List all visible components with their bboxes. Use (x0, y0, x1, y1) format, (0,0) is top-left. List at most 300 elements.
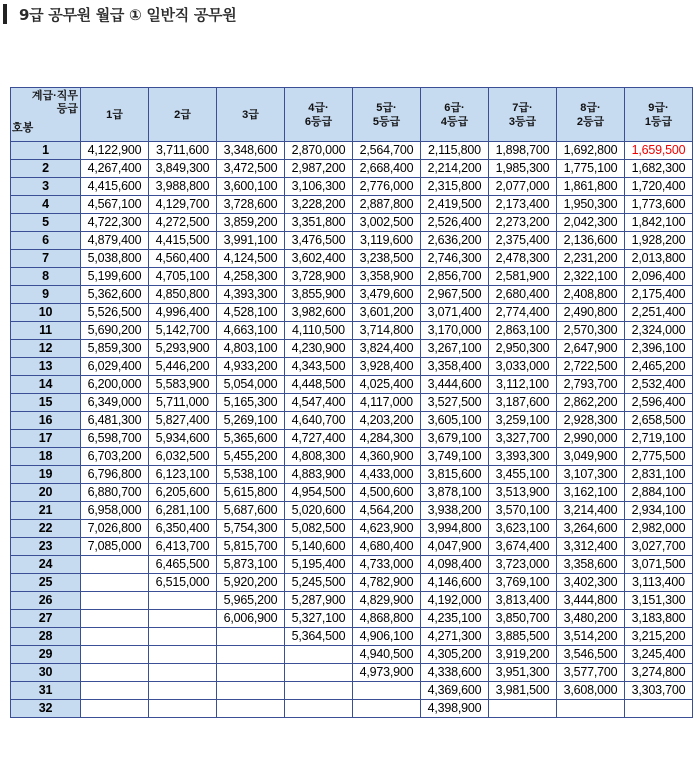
salary-cell: 3,577,700 (557, 664, 625, 682)
table-row (11, 250, 693, 268)
salary-cell: 2,077,000 (489, 178, 557, 196)
salary-cell: 4,360,900 (353, 448, 421, 466)
salary-cell: 3,938,200 (421, 502, 489, 520)
salary-cell (81, 592, 149, 610)
salary-cell: 3,187,600 (489, 394, 557, 412)
salary-cell: 4,448,500 (285, 376, 353, 394)
salary-cell (149, 664, 217, 682)
salary-cell: 3,351,800 (285, 214, 353, 232)
salary-cell (285, 664, 353, 682)
salary-cell: 2,231,200 (557, 250, 625, 268)
salary-cell: 1,773,600 (625, 196, 693, 214)
salary-cell: 4,338,600 (421, 664, 489, 682)
salary-cell: 3,855,900 (285, 286, 353, 304)
salary-cell: 3,570,100 (489, 502, 557, 520)
salary-cell (557, 700, 625, 718)
salary-cell: 2,526,400 (421, 214, 489, 232)
salary-cell (81, 628, 149, 646)
salary-cell: 3,749,100 (421, 448, 489, 466)
salary-cell: 1,861,800 (557, 178, 625, 196)
salary-cell: 2,013,800 (625, 250, 693, 268)
salary-cell: 2,870,000 (285, 142, 353, 160)
step-cell: 20 (11, 484, 81, 502)
salary-cell: 4,782,900 (353, 574, 421, 592)
table-row (11, 592, 693, 610)
salary-cell: 5,754,300 (217, 520, 285, 538)
salary-cell: 3,878,100 (421, 484, 489, 502)
salary-cell: 4,640,700 (285, 412, 353, 430)
salary-cell: 4,722,300 (81, 214, 149, 232)
salary-cell: 2,722,500 (557, 358, 625, 376)
salary-cell: 5,538,100 (217, 466, 285, 484)
salary-cell: 4,267,400 (81, 160, 149, 178)
salary-cell: 3,527,500 (421, 394, 489, 412)
salary-cell (81, 700, 149, 718)
table-row (11, 610, 693, 628)
table-row (11, 556, 693, 574)
salary-cell: 3,214,400 (557, 502, 625, 520)
salary-cell: 4,623,900 (353, 520, 421, 538)
table-row (11, 394, 693, 412)
salary-cell: 2,884,100 (625, 484, 693, 502)
salary-cell: 6,703,200 (81, 448, 149, 466)
step-cell: 21 (11, 502, 81, 520)
salary-cell: 1,775,100 (557, 160, 625, 178)
salary-cell: 6,281,100 (149, 502, 217, 520)
step-cell: 5 (11, 214, 81, 232)
salary-cell: 5,020,600 (285, 502, 353, 520)
table-row (11, 160, 693, 178)
salary-cell (149, 628, 217, 646)
table-row (11, 682, 693, 700)
salary-cell: 3,215,200 (625, 628, 693, 646)
salary-cell: 2,719,100 (625, 430, 693, 448)
salary-cell: 5,362,600 (81, 286, 149, 304)
salary-cell: 4,258,300 (217, 268, 285, 286)
salary-cell (353, 682, 421, 700)
salary-cell (149, 610, 217, 628)
salary-cell: 4,129,700 (149, 196, 217, 214)
salary-cell: 4,230,900 (285, 340, 353, 358)
step-cell: 19 (11, 466, 81, 484)
salary-cell: 3,981,500 (489, 682, 557, 700)
salary-cell: 4,369,600 (421, 682, 489, 700)
salary-cell: 3,119,600 (353, 232, 421, 250)
salary-cell: 2,856,700 (421, 268, 489, 286)
salary-cell: 5,269,100 (217, 412, 285, 430)
page-title: 9급 공무원 월급 ① 일반직 공무원 (19, 5, 237, 24)
step-cell: 11 (11, 322, 81, 340)
salary-cell: 4,025,400 (353, 376, 421, 394)
salary-cell: 3,348,600 (217, 142, 285, 160)
step-cell: 16 (11, 412, 81, 430)
salary-cell: 4,528,100 (217, 304, 285, 322)
salary-cell: 5,327,100 (285, 610, 353, 628)
salary-table (10, 87, 693, 718)
salary-cell: 3,988,800 (149, 178, 217, 196)
table-row (11, 214, 693, 232)
salary-cell (217, 700, 285, 718)
salary-cell (285, 646, 353, 664)
salary-cell: 2,647,900 (557, 340, 625, 358)
salary-cell: 4,122,900 (81, 142, 149, 160)
table-row (11, 520, 693, 538)
salary-cell: 3,264,600 (557, 520, 625, 538)
salary-cell: 3,455,100 (489, 466, 557, 484)
salary-cell: 5,687,600 (217, 502, 285, 520)
salary-cell: 4,663,100 (217, 322, 285, 340)
salary-cell (217, 682, 285, 700)
step-cell: 10 (11, 304, 81, 322)
salary-cell: 2,636,200 (421, 232, 489, 250)
salary-cell: 5,364,500 (285, 628, 353, 646)
table-body (11, 142, 693, 718)
salary-cell: 6,796,800 (81, 466, 149, 484)
salary-cell (149, 646, 217, 664)
table-row (11, 664, 693, 682)
salary-cell: 4,883,900 (285, 466, 353, 484)
salary-cell: 2,564,700 (353, 142, 421, 160)
salary-cell: 2,793,700 (557, 376, 625, 394)
salary-cell: 3,982,600 (285, 304, 353, 322)
salary-cell: 3,994,800 (421, 520, 489, 538)
salary-cell: 4,047,900 (421, 538, 489, 556)
heading-accent-bar (3, 4, 7, 24)
salary-cell: 4,680,400 (353, 538, 421, 556)
salary-cell: 2,658,500 (625, 412, 693, 430)
salary-cell: 5,293,900 (149, 340, 217, 358)
table-row (11, 358, 693, 376)
salary-cell: 4,906,100 (353, 628, 421, 646)
step-cell: 30 (11, 664, 81, 682)
salary-cell: 5,859,300 (81, 340, 149, 358)
salary-cell (217, 664, 285, 682)
table-row (11, 628, 693, 646)
salary-cell: 6,481,300 (81, 412, 149, 430)
salary-cell: 2,251,400 (625, 304, 693, 322)
step-cell: 28 (11, 628, 81, 646)
step-cell: 32 (11, 700, 81, 718)
salary-cell: 3,393,300 (489, 448, 557, 466)
header-row (11, 88, 693, 142)
salary-cell: 2,668,400 (353, 160, 421, 178)
salary-cell: 4,117,000 (353, 394, 421, 412)
salary-cell: 6,349,000 (81, 394, 149, 412)
column-header: 7급· 3등급 (489, 88, 557, 142)
salary-cell: 3,674,400 (489, 538, 557, 556)
salary-cell: 3,476,500 (285, 232, 353, 250)
salary-cell: 6,880,700 (81, 484, 149, 502)
salary-cell: 2,478,300 (489, 250, 557, 268)
step-cell: 22 (11, 520, 81, 538)
table-row (11, 502, 693, 520)
corner-header (11, 88, 81, 142)
salary-cell: 5,140,600 (285, 538, 353, 556)
salary-cell: 4,996,400 (149, 304, 217, 322)
table-row (11, 304, 693, 322)
salary-cell: 3,850,700 (489, 610, 557, 628)
salary-cell: 3,358,600 (557, 556, 625, 574)
salary-cell: 4,803,100 (217, 340, 285, 358)
salary-cell: 4,398,900 (421, 700, 489, 718)
step-cell: 23 (11, 538, 81, 556)
salary-cell: 1,985,300 (489, 160, 557, 178)
salary-cell: 6,200,000 (81, 376, 149, 394)
salary-cell: 2,096,400 (625, 268, 693, 286)
salary-cell: 3,033,000 (489, 358, 557, 376)
salary-cell: 2,570,300 (557, 322, 625, 340)
salary-cell: 3,849,300 (149, 160, 217, 178)
salary-cell: 3,259,100 (489, 412, 557, 430)
step-cell: 26 (11, 592, 81, 610)
salary-cell: 5,365,600 (217, 430, 285, 448)
salary-cell: 1,720,400 (625, 178, 693, 196)
salary-cell: 3,358,400 (421, 358, 489, 376)
salary-cell: 6,123,100 (149, 466, 217, 484)
salary-cell: 2,396,100 (625, 340, 693, 358)
salary-cell: 1,682,300 (625, 160, 693, 178)
salary-cell: 3,472,500 (217, 160, 285, 178)
salary-cell: 1,928,200 (625, 232, 693, 250)
salary-cell: 5,965,200 (217, 592, 285, 610)
salary-cell: 5,287,900 (285, 592, 353, 610)
salary-cell: 1,950,300 (557, 196, 625, 214)
salary-cell: 3,728,900 (285, 268, 353, 286)
salary-cell: 3,514,200 (557, 628, 625, 646)
salary-cell: 6,205,600 (149, 484, 217, 502)
corner-line-1: 계급·직무 (31, 90, 78, 102)
salary-cell (81, 682, 149, 700)
salary-cell: 4,393,300 (217, 286, 285, 304)
salary-cell: 3,107,300 (557, 466, 625, 484)
salary-cell: 2,967,500 (421, 286, 489, 304)
salary-cell: 5,815,700 (217, 538, 285, 556)
table-row (11, 448, 693, 466)
salary-cell: 4,124,500 (217, 250, 285, 268)
salary-cell: 2,982,000 (625, 520, 693, 538)
salary-cell: 2,775,500 (625, 448, 693, 466)
salary-cell: 6,465,500 (149, 556, 217, 574)
salary-cell: 4,560,400 (149, 250, 217, 268)
salary-cell: 3,071,400 (421, 304, 489, 322)
column-header: 5급· 5등급 (353, 88, 421, 142)
salary-cell: 3,358,900 (353, 268, 421, 286)
salary-cell: 2,863,100 (489, 322, 557, 340)
salary-cell: 3,608,000 (557, 682, 625, 700)
table-row (11, 178, 693, 196)
table-row (11, 538, 693, 556)
table-row (11, 232, 693, 250)
step-cell: 15 (11, 394, 81, 412)
salary-cell: 2,408,800 (557, 286, 625, 304)
salary-cell: 5,934,600 (149, 430, 217, 448)
salary-cell: 2,774,400 (489, 304, 557, 322)
salary-cell: 4,727,400 (285, 430, 353, 448)
salary-cell: 4,415,600 (81, 178, 149, 196)
salary-cell: 2,532,400 (625, 376, 693, 394)
salary-cell: 4,433,000 (353, 466, 421, 484)
salary-cell: 2,419,500 (421, 196, 489, 214)
table-row (11, 700, 693, 718)
salary-cell: 5,455,200 (217, 448, 285, 466)
salary-cell: 5,142,700 (149, 322, 217, 340)
salary-cell: 2,990,000 (557, 430, 625, 448)
salary-cell: 4,973,900 (353, 664, 421, 682)
salary-cell: 5,054,000 (217, 376, 285, 394)
salary-cell (149, 592, 217, 610)
salary-cell (285, 700, 353, 718)
column-header: 8급· 2등급 (557, 88, 625, 142)
salary-cell: 6,515,000 (149, 574, 217, 592)
table-row (11, 286, 693, 304)
salary-cell: 2,042,300 (557, 214, 625, 232)
salary-cell: 3,711,600 (149, 142, 217, 160)
salary-cell: 2,322,100 (557, 268, 625, 286)
step-cell: 17 (11, 430, 81, 448)
salary-cell: 3,151,300 (625, 592, 693, 610)
salary-cell: 4,940,500 (353, 646, 421, 664)
salary-cell: 2,173,400 (489, 196, 557, 214)
salary-cell: 4,271,300 (421, 628, 489, 646)
step-cell: 1 (11, 142, 81, 160)
salary-cell: 3,303,700 (625, 682, 693, 700)
table-row (11, 196, 693, 214)
salary-cell (217, 646, 285, 664)
salary-cell: 6,958,000 (81, 502, 149, 520)
table-row (11, 268, 693, 286)
salary-cell: 4,564,200 (353, 502, 421, 520)
salary-cell: 3,546,500 (557, 646, 625, 664)
salary-cell: 3,951,300 (489, 664, 557, 682)
salary-cell: 7,085,000 (81, 538, 149, 556)
salary-cell: 3,162,100 (557, 484, 625, 502)
page-heading (3, 2, 236, 26)
salary-cell: 5,526,500 (81, 304, 149, 322)
salary-cell: 7,026,800 (81, 520, 149, 538)
salary-cell: 4,500,600 (353, 484, 421, 502)
salary-cell: 3,327,700 (489, 430, 557, 448)
salary-cell: 4,829,900 (353, 592, 421, 610)
table-row (11, 376, 693, 394)
salary-cell (353, 700, 421, 718)
salary-cell: 1,692,800 (557, 142, 625, 160)
salary-cell: 3,601,200 (353, 304, 421, 322)
salary-cell: 2,465,200 (625, 358, 693, 376)
salary-cell: 4,110,500 (285, 322, 353, 340)
salary-cell: 2,490,800 (557, 304, 625, 322)
salary-cell: 6,029,400 (81, 358, 149, 376)
salary-cell: 2,831,100 (625, 466, 693, 484)
salary-cell (149, 682, 217, 700)
salary-cell: 3,480,200 (557, 610, 625, 628)
salary-cell (81, 664, 149, 682)
salary-cell: 3,479,600 (353, 286, 421, 304)
table-row (11, 340, 693, 358)
step-cell: 27 (11, 610, 81, 628)
step-cell: 9 (11, 286, 81, 304)
salary-cell (81, 646, 149, 664)
salary-cell: 3,112,100 (489, 376, 557, 394)
column-header: 3급 (217, 88, 285, 142)
salary-cell: 3,513,900 (489, 484, 557, 502)
salary-cell: 2,928,300 (557, 412, 625, 430)
salary-cell: 5,583,900 (149, 376, 217, 394)
table-row (11, 322, 693, 340)
salary-cell: 3,714,800 (353, 322, 421, 340)
salary-cell: 3,444,600 (421, 376, 489, 394)
salary-cell: 5,195,400 (285, 556, 353, 574)
salary-cell: 2,375,400 (489, 232, 557, 250)
salary-cell: 3,602,400 (285, 250, 353, 268)
salary-cell: 4,850,800 (149, 286, 217, 304)
salary-cell: 3,027,700 (625, 538, 693, 556)
step-cell: 25 (11, 574, 81, 592)
step-cell: 29 (11, 646, 81, 664)
salary-cell: 4,272,500 (149, 214, 217, 232)
salary-cell: 4,705,100 (149, 268, 217, 286)
salary-cell: 3,605,100 (421, 412, 489, 430)
salary-cell: 1,659,500 (625, 142, 693, 160)
salary-cell: 3,928,400 (353, 358, 421, 376)
salary-cell: 3,444,800 (557, 592, 625, 610)
salary-cell: 6,598,700 (81, 430, 149, 448)
step-cell: 13 (11, 358, 81, 376)
salary-cell (625, 700, 693, 718)
salary-cell: 4,192,000 (421, 592, 489, 610)
salary-cell: 5,245,500 (285, 574, 353, 592)
salary-cell: 5,446,200 (149, 358, 217, 376)
salary-cell: 2,987,200 (285, 160, 353, 178)
salary-cell (81, 574, 149, 592)
salary-cell: 4,098,400 (421, 556, 489, 574)
salary-cell: 2,746,300 (421, 250, 489, 268)
table-row (11, 466, 693, 484)
salary-cell: 3,170,000 (421, 322, 489, 340)
step-cell: 12 (11, 340, 81, 358)
table-row (11, 484, 693, 502)
column-header: 6급· 4등급 (421, 88, 489, 142)
salary-cell (217, 628, 285, 646)
salary-cell: 3,402,300 (557, 574, 625, 592)
step-cell: 31 (11, 682, 81, 700)
salary-cell: 2,115,800 (421, 142, 489, 160)
salary-cell: 1,898,700 (489, 142, 557, 160)
table-row (11, 430, 693, 448)
step-cell: 8 (11, 268, 81, 286)
step-cell: 3 (11, 178, 81, 196)
salary-cell: 2,862,200 (557, 394, 625, 412)
salary-cell: 4,415,500 (149, 232, 217, 250)
salary-cell: 4,203,200 (353, 412, 421, 430)
step-cell: 6 (11, 232, 81, 250)
salary-cell: 2,950,300 (489, 340, 557, 358)
salary-cell: 5,827,400 (149, 412, 217, 430)
salary-cell: 3,049,900 (557, 448, 625, 466)
salary-cell: 2,581,900 (489, 268, 557, 286)
salary-cell: 2,776,000 (353, 178, 421, 196)
salary-cell: 4,879,400 (81, 232, 149, 250)
salary-cell: 3,002,500 (353, 214, 421, 232)
salary-cell (149, 700, 217, 718)
salary-cell: 5,082,500 (285, 520, 353, 538)
salary-cell: 3,813,400 (489, 592, 557, 610)
salary-cell (489, 700, 557, 718)
salary-cell: 4,808,300 (285, 448, 353, 466)
corner-line-2: 등급 (56, 103, 78, 115)
salary-cell: 6,413,700 (149, 538, 217, 556)
corner-line-3: 호봉 (12, 122, 34, 134)
salary-cell: 2,214,200 (421, 160, 489, 178)
